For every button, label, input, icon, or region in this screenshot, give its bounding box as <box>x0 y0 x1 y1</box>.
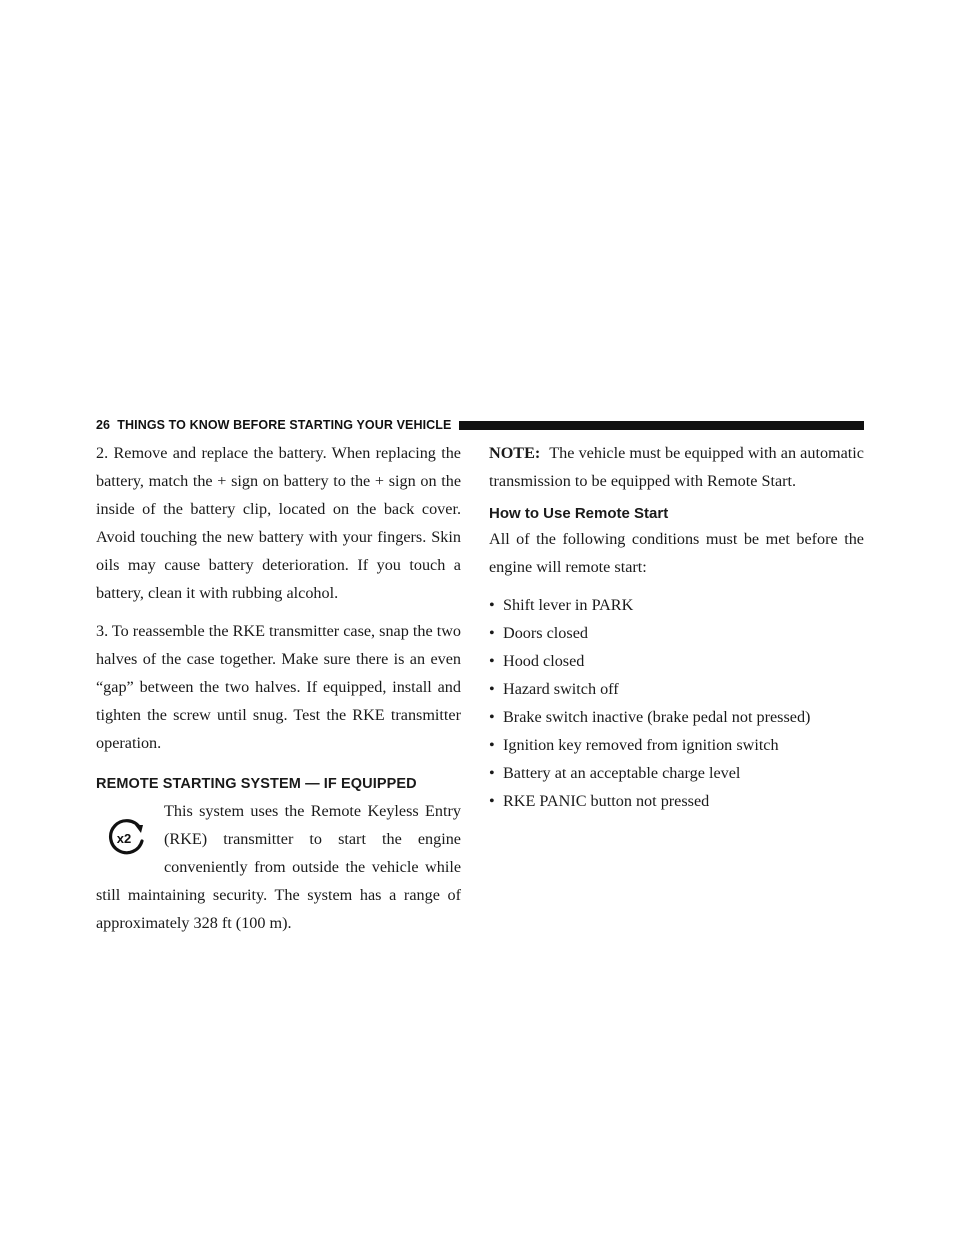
right-column <box>489 439 864 815</box>
bullet-icon: • <box>489 680 495 698</box>
remote-start-section-heading: REMOTE STARTING SYSTEM — IF EQUIPPED <box>96 776 417 792</box>
bullet-icon: • <box>489 624 495 642</box>
page-header-text <box>96 418 451 432</box>
remote-icon-label: x2 <box>116 831 132 846</box>
conditions-list <box>489 591 864 815</box>
condition-text: Hazard switch off <box>503 680 619 698</box>
condition-text: Hood closed <box>503 652 585 670</box>
condition-text: Battery at an acceptable charge level <box>503 764 741 782</box>
list-item <box>489 731 864 759</box>
list-item <box>489 675 864 703</box>
battery-replace-paragraph: 2. Remove and replace the battery. When replacing the battery, match the + sign on battery to the + sign on the inside of the battery clip, located on the back cover. Avoid touching the new battery with your fingers. Skin oils may cause battery deterioration. If you touch a battery, clean it with rubbing alcohol. <box>96 444 461 602</box>
bullet-icon: • <box>489 596 495 614</box>
note-label: NOTE: <box>489 444 541 462</box>
remote-start-description: This system uses the Remote Keyless Entry (RKE) transmitter to start the engine conveniently from outside the vehicle while still maintaining security. The system has a range of approximately 328 ft (100 m). <box>96 802 461 932</box>
list-item <box>489 647 864 675</box>
list-item <box>489 703 864 731</box>
bullet-icon: • <box>489 736 495 754</box>
bullet-icon: • <box>489 792 495 810</box>
reassemble-paragraph: 3. To reassemble the RKE transmitter case, snap the two halves of the case together. Make sure there is an even “gap” between the two halves. If equipped, install and tighten the screw until snug. Test the RKE transmitter operation. <box>96 622 461 752</box>
list-item <box>489 787 864 815</box>
page-number: 26 <box>96 418 111 432</box>
condition-text: Brake switch inactive (brake pedal not pressed) <box>503 708 811 726</box>
conditions-intro: All of the following conditions must be met before the engine will remote start: <box>489 530 864 576</box>
header-rule <box>459 421 864 430</box>
list-item <box>489 591 864 619</box>
list-item <box>489 619 864 647</box>
condition-text: Doors closed <box>503 624 588 642</box>
bullet-icon: • <box>489 708 495 726</box>
note-text: The vehicle must be equipped with an automatic transmission to be equipped with Remote Start. <box>489 444 864 490</box>
note-paragraph <box>489 439 864 495</box>
left-column <box>96 439 461 947</box>
remote-start-x2-icon <box>104 815 148 859</box>
condition-text: RKE PANIC button not pressed <box>503 792 710 810</box>
bullet-icon: • <box>489 652 495 670</box>
how-to-use-heading: How to Use Remote Start <box>489 505 669 522</box>
list-item <box>489 759 864 787</box>
chapter-title: THINGS TO KNOW BEFORE STARTING YOUR VEHICLE <box>117 418 452 432</box>
condition-text: Shift lever in PARK <box>503 596 634 614</box>
running-header <box>96 417 864 433</box>
bullet-icon: • <box>489 764 495 782</box>
condition-text: Ignition key removed from ignition switch <box>503 736 779 754</box>
